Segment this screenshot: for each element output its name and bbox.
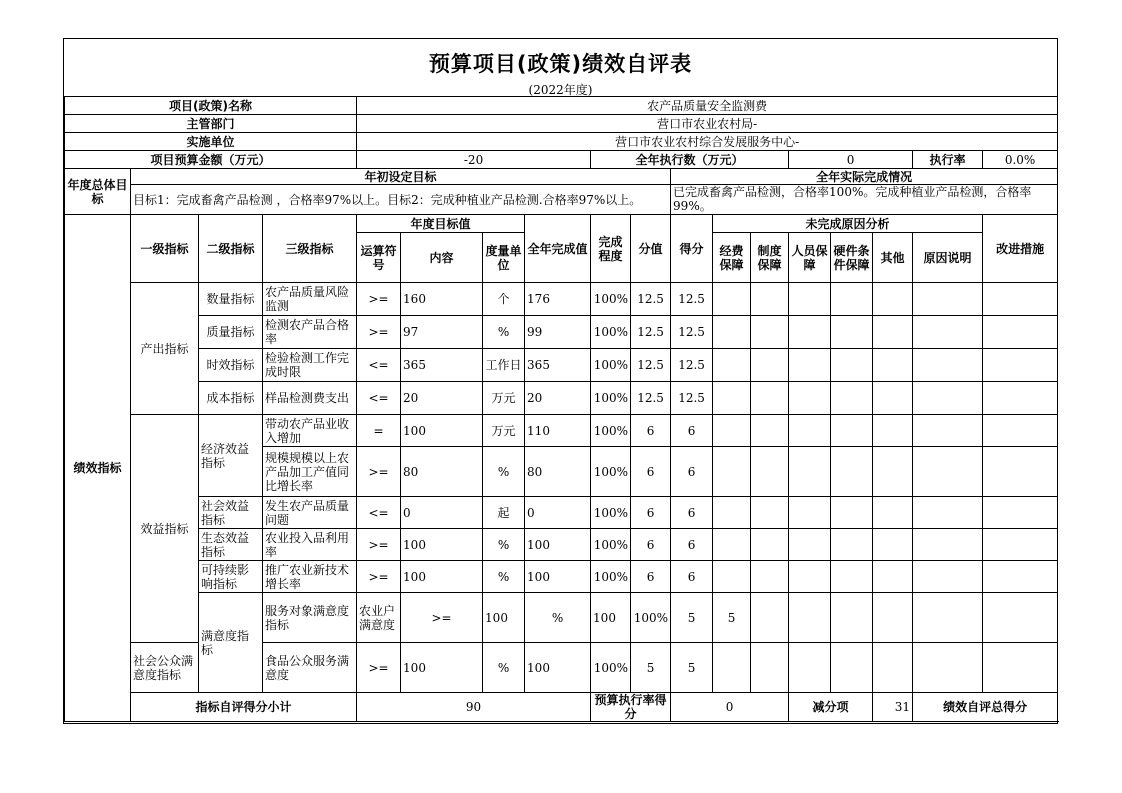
empty-cell (983, 497, 1058, 529)
operator-cell: >= (357, 316, 401, 349)
score-cell: 12.5 (671, 382, 713, 415)
empty-cell (983, 283, 1058, 316)
budget-score-label: 预算执行率得分 (591, 693, 671, 722)
empty-cell (913, 561, 983, 593)
dept-value: 营口市农业农村局- (357, 115, 1058, 133)
score-cell: 12.5 (671, 349, 713, 382)
empty-cell (789, 561, 831, 593)
empty-cell (831, 529, 873, 561)
level2-cell: 经济效益指标 (199, 415, 263, 497)
annual-cell: 100 (525, 643, 591, 693)
content-cell: 97 (401, 316, 483, 349)
empty-cell (873, 382, 913, 415)
annual-cell: 100 (591, 593, 631, 643)
year-subtitle: (2022年度) (528, 83, 593, 97)
empty-cell (789, 497, 831, 529)
empty-cell (983, 382, 1058, 415)
header-system: 制度保障 (751, 233, 789, 283)
empty-cell (789, 447, 831, 497)
project-name-label: 项目(政策)名称 (65, 97, 357, 115)
empty-cell (983, 349, 1058, 382)
empty-cell (913, 316, 983, 349)
header-score-value: 分值 (631, 215, 671, 283)
empty-cell (751, 561, 789, 593)
unit-cell: % (525, 593, 591, 643)
total-label: 绩效自评总得分 (913, 693, 1058, 722)
project-name-value: 农产品质量安全监测费 (357, 97, 1058, 115)
level2-cell: 服务对象满意度指标 (263, 593, 357, 643)
header-content: 内容 (401, 233, 483, 283)
level2-cell: 数量指标 (199, 283, 263, 316)
annual-cell: 20 (525, 382, 591, 415)
level2-cell: 成本指标 (199, 382, 263, 415)
empty-cell (713, 349, 751, 382)
empty-cell (789, 349, 831, 382)
empty-cell (983, 529, 1058, 561)
operator-cell: >= (357, 561, 401, 593)
empty-cell (873, 283, 913, 316)
group-benefit: 效益指标 (131, 415, 199, 643)
degree-cell: 100% (591, 497, 631, 529)
operator-cell: >= (357, 447, 401, 497)
level3-cell: 带动农产品业收入增加 (263, 415, 357, 447)
score-value-cell: 6 (631, 561, 671, 593)
empty-cell (873, 316, 913, 349)
empty-cell (751, 593, 789, 643)
empty-cell (713, 561, 751, 593)
header-level1: 一级指标 (131, 215, 199, 283)
score-value-cell: 12.5 (631, 382, 671, 415)
operator-cell: >= (357, 529, 401, 561)
annual-cell: 100 (525, 529, 591, 561)
empty-cell (713, 447, 751, 497)
rate-label: 执行率 (913, 151, 983, 169)
empty-cell (713, 497, 751, 529)
degree-cell: 100% (591, 529, 631, 561)
goals-actual-text: 已完成畜禽产品检测，合格率100%。完成种植业产品检测，合格率99%。 (671, 185, 1058, 215)
empty-cell (983, 593, 1058, 643)
empty-cell (913, 643, 983, 693)
empty-cell (831, 643, 873, 693)
annual-cell: 80 (525, 447, 591, 497)
empty-cell (751, 415, 789, 447)
goals-set-text: 目标1：完成畜禽产品检测 ，合格率97%以上。目标2：完成种植业产品检测.合格率97%以上。 (131, 185, 671, 215)
project-name-row (65, 97, 1058, 115)
level3-cell: 发生农产品质量问题 (263, 497, 357, 529)
empty-cell (751, 316, 789, 349)
level2-cell: 社会公众满意度指标 (131, 643, 199, 693)
empty-cell (913, 382, 983, 415)
operator-cell: <= (357, 349, 401, 382)
table-row (65, 316, 1058, 349)
content-cell: 100 (401, 529, 483, 561)
operator-cell: <= (357, 497, 401, 529)
empty-cell (873, 561, 913, 593)
empty-cell (913, 529, 983, 561)
level2-cell: 时效指标 (199, 349, 263, 382)
operator-cell: >= (357, 643, 401, 693)
exec-label: 全年执行数（万元） (591, 151, 789, 169)
header-staff: 人员保障 (789, 233, 831, 283)
empty-cell (789, 529, 831, 561)
empty-cell (831, 447, 873, 497)
unit-cell: 万元 (483, 382, 525, 415)
empty-cell (873, 447, 913, 497)
content-cell: 100 (401, 643, 483, 693)
content-cell: 80 (401, 447, 483, 497)
empty-cell (713, 529, 751, 561)
empty-cell (831, 497, 873, 529)
empty-cell (831, 283, 873, 316)
empty-cell (713, 415, 751, 447)
unit-cell: 个 (483, 283, 525, 316)
degree-cell: 100% (591, 415, 631, 447)
empty-cell (913, 447, 983, 497)
header-reason: 未完成原因分析 (713, 215, 983, 233)
level3-cell: 农产品质量风险监测 (263, 283, 357, 316)
operator-cell: <= (357, 382, 401, 415)
score-value-cell: 6 (631, 497, 671, 529)
page-title: 预算项目(政策)绩效自评表 (428, 52, 693, 76)
score-cell: 6 (671, 447, 713, 497)
unit-cell: % (483, 561, 525, 593)
header-explain: 原因说明 (913, 233, 983, 283)
level3-cell: 农业投入品利用率 (263, 529, 357, 561)
header-unit: 度量单位 (483, 233, 525, 283)
header-level3: 三级指标 (263, 215, 357, 283)
content-cell: 160 (401, 283, 483, 316)
empty-cell (789, 593, 831, 643)
degree-cell: 100% (591, 561, 631, 593)
budget-label: 项目预算金额（万元） (65, 151, 357, 169)
header-level2: 二级指标 (199, 215, 263, 283)
score-value-cell: 6 (631, 447, 671, 497)
empty-cell (913, 349, 983, 382)
empty-cell (913, 415, 983, 447)
evaluation-table (64, 96, 1058, 722)
score-value-cell: 6 (631, 529, 671, 561)
degree-cell: 100% (591, 349, 631, 382)
degree-cell: 100% (591, 316, 631, 349)
level3-cell: 规模规模以上农产品加工产值同比增长率 (263, 447, 357, 497)
unit-cell: 起 (483, 497, 525, 529)
header-operator: 运算符号 (357, 233, 401, 283)
empty-cell (983, 447, 1058, 497)
header-degree: 完成程度 (591, 215, 631, 283)
empty-cell (789, 415, 831, 447)
annual-cell: 100 (525, 561, 591, 593)
header-other: 其他 (873, 233, 913, 283)
content-cell: 100 (401, 561, 483, 593)
score-cell: 6 (671, 497, 713, 529)
unit-value: 营口市农业农村综合发展服务中心- (357, 133, 1058, 151)
score-cell: 12.5 (671, 316, 713, 349)
empty-cell (873, 415, 913, 447)
deduct-value: 31 (873, 693, 913, 722)
empty-cell (713, 283, 751, 316)
subtotal-value: 90 (357, 693, 591, 722)
degree-cell: 100% (591, 447, 631, 497)
table-row (65, 593, 1058, 643)
level2-cell: 质量指标 (199, 316, 263, 349)
score-cell: 6 (671, 561, 713, 593)
header-fund: 经费保障 (713, 233, 751, 283)
annual-cell: 365 (525, 349, 591, 382)
empty-cell (713, 643, 751, 693)
footer-row (65, 693, 1058, 722)
score-value-cell: 12.5 (631, 349, 671, 382)
score-cell: 6 (671, 415, 713, 447)
empty-cell (983, 561, 1058, 593)
content-cell: 0 (401, 497, 483, 529)
rate-value: 0.0% (983, 151, 1058, 169)
empty-cell (751, 643, 789, 693)
header-annual: 全年完成值 (525, 215, 591, 283)
level3-cell: 农业户满意度 (357, 593, 401, 643)
table-row (65, 349, 1058, 382)
degree-cell: 100% (591, 382, 631, 415)
content-cell: 100 (483, 593, 525, 643)
empty-cell (751, 349, 789, 382)
level3-cell: 样品检测费支出 (263, 382, 357, 415)
budget-row (65, 151, 1058, 169)
empty-cell (831, 316, 873, 349)
empty-cell (873, 643, 913, 693)
score-value-cell: 5 (631, 643, 671, 693)
score-cell: 12.5 (671, 283, 713, 316)
table-row (65, 497, 1058, 529)
header-hardware: 硬件条件保障 (831, 233, 873, 283)
table-row (65, 529, 1058, 561)
operator-cell: >= (357, 283, 401, 316)
empty-cell (831, 593, 873, 643)
empty-cell (751, 497, 789, 529)
content-cell: 365 (401, 349, 483, 382)
empty-cell (751, 382, 789, 415)
operator-cell: = (357, 415, 401, 447)
table-row (65, 561, 1058, 593)
subtotal-label: 指标自评得分小计 (131, 693, 357, 722)
score-value-cell: 6 (631, 415, 671, 447)
annual-cell: 110 (525, 415, 591, 447)
title-block (64, 39, 1057, 97)
unit-cell: % (483, 316, 525, 349)
dept-label: 主管部门 (65, 115, 357, 133)
empty-cell (983, 415, 1058, 447)
level2-cell: 可持续影响指标 (199, 561, 263, 593)
empty-cell (873, 529, 913, 561)
indicator-header-row-1 (65, 215, 1058, 233)
deduct-label: 减分项 (789, 693, 873, 722)
empty-cell (831, 561, 873, 593)
content-cell: 100 (401, 415, 483, 447)
annual-cell: 99 (525, 316, 591, 349)
empty-cell (913, 593, 983, 643)
dept-row (65, 115, 1058, 133)
empty-cell (713, 316, 751, 349)
level3-cell: 推广农业新技术增长率 (263, 561, 357, 593)
empty-cell (983, 643, 1058, 693)
empty-cell (789, 643, 831, 693)
unit-label: 实施单位 (65, 133, 357, 151)
empty-cell (789, 382, 831, 415)
evaluation-sheet (63, 38, 1058, 724)
degree-cell: 100% (591, 283, 631, 316)
operator-cell: >= (401, 593, 483, 643)
table-row (65, 382, 1058, 415)
level2-cell: 社会效益指标 (199, 497, 263, 529)
score-cell: 6 (671, 529, 713, 561)
empty-cell (831, 349, 873, 382)
empty-cell (873, 497, 913, 529)
unit-cell: 工作日 (483, 349, 525, 382)
empty-cell (913, 497, 983, 529)
score-value-cell: 5 (671, 593, 713, 643)
score-cell: 5 (713, 593, 751, 643)
empty-cell (873, 593, 913, 643)
score-value-cell: 12.5 (631, 283, 671, 316)
budget-value: -20 (357, 151, 591, 169)
empty-cell (751, 283, 789, 316)
group-output: 产出指标 (131, 283, 199, 415)
level3-cell: 检验检测工作完成时限 (263, 349, 357, 382)
score-cell: 5 (671, 643, 713, 693)
empty-cell (831, 382, 873, 415)
degree-cell: 100% (631, 593, 671, 643)
level3-cell: 检测农产品合格率 (263, 316, 357, 349)
unit-row (65, 133, 1058, 151)
goals-actual-label: 全年实际完成情况 (671, 169, 1058, 185)
empty-cell (789, 283, 831, 316)
header-improve: 改进措施 (983, 215, 1058, 283)
empty-cell (873, 349, 913, 382)
empty-cell (789, 316, 831, 349)
annual-cell: 0 (525, 497, 591, 529)
level2-cell: 生态效益指标 (199, 529, 263, 561)
degree-cell: 100% (591, 643, 631, 693)
section-label: 绩效指标 (65, 215, 131, 722)
annual-cell: 176 (525, 283, 591, 316)
group-satisfaction: 满意度指标 (199, 593, 263, 693)
score-value-cell: 12.5 (631, 316, 671, 349)
empty-cell (913, 283, 983, 316)
empty-cell (751, 529, 789, 561)
budget-score-value: 0 (671, 693, 789, 722)
header-score: 得分 (671, 215, 713, 283)
unit-cell: % (483, 529, 525, 561)
exec-value: 0 (789, 151, 913, 169)
empty-cell (983, 316, 1058, 349)
table-row (65, 415, 1058, 447)
empty-cell (831, 415, 873, 447)
header-target: 年度目标值 (357, 215, 525, 233)
goals-text-row (65, 185, 1058, 215)
unit-cell: % (483, 643, 525, 693)
goals-label: 年度总体目标 (65, 169, 131, 215)
content-cell: 20 (401, 382, 483, 415)
goals-header-row (65, 169, 1058, 185)
level3-cell: 食品公众服务满意度 (263, 643, 357, 693)
unit-cell: 万元 (483, 415, 525, 447)
table-row (65, 283, 1058, 316)
goals-set-label: 年初设定目标 (131, 169, 671, 185)
unit-cell: % (483, 447, 525, 497)
empty-cell (751, 447, 789, 497)
empty-cell (713, 382, 751, 415)
